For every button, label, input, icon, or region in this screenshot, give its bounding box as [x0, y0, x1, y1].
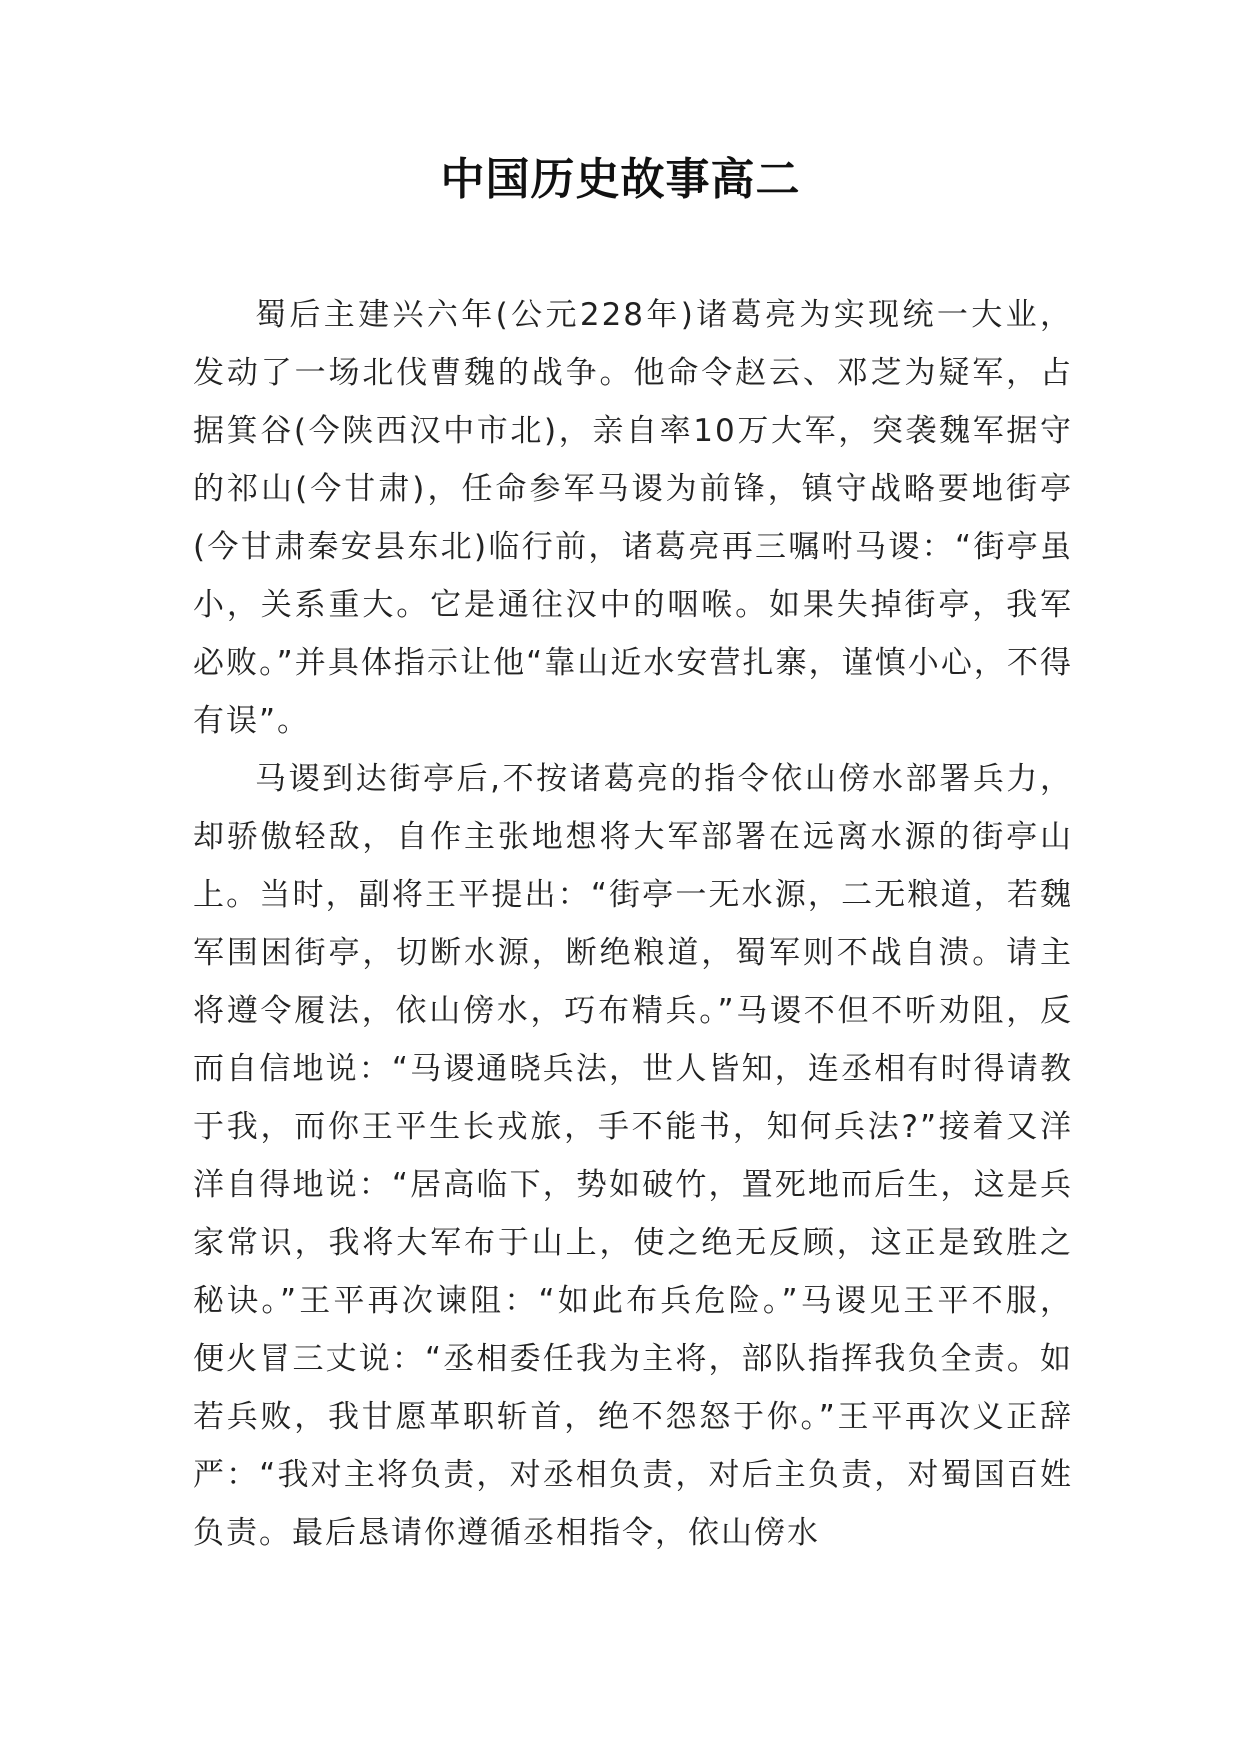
document-body — [193, 286, 1073, 1562]
paragraph-1: 蜀后主建兴六年(公元228年)诸葛亮为实现统一大业，发动了一场北伐曹魏的战争。他命令赵云、邓芝为疑军，占据箕谷(今陕西汉中市北)，亲自率10万大军，突袭魏军据守的祁山(今甘肃)，任命参军马谡为前锋，镇守战略要地街亭(今甘肃秦安县东北)临行前，诸葛亮再三嘱咐马谡：“街亭虽小，关系重大。它是通往汉中的咽喉。如果失掉街亭，我军必败。”并具体指示让他“靠山近水安营扎寨，谨慎小心，不得有误”。 — [193, 297, 1073, 739]
paragraph-2: 马谡到达街亭后,不按诸葛亮的指令依山傍水部署兵力，却骄傲轻敌，自作主张地想将大军部署在远离水源的街亭山上。当时，副将王平提出：“街亭一无水源，二无粮道，若魏军围困街亭，切断水源，断绝粮道，蜀军则不战自溃。请主将遵令履法，依山傍水，巧布精兵。”马谡不但不听劝阻，反而自信地说：“马谡通晓兵法，世人皆知，连丞相有时得请教于我，而你王平生长戎旅，手不能书，知何兵法?”接着又洋洋自得地说：“居高临下，势如破竹，置死地而后生，这是兵家常识，我将大军布于山上，使之绝无反顾，这正是致胜之秘诀。”王平再次谏阻：“如此布兵危险。”马谡见王平不服，便火冒三丈说：“丞相委任我为主将，部队指挥我负全责。如若兵败，我甘愿革职斩首，绝不怨怒于你。”王平再次义正辞严：“我对主将负责，对丞相负责，对后主负责，对蜀国百姓负责。最后恳请你遵循丞相指令，依山傍水 — [193, 761, 1073, 1551]
document-title: 中国历史故事高二 — [440, 154, 801, 205]
